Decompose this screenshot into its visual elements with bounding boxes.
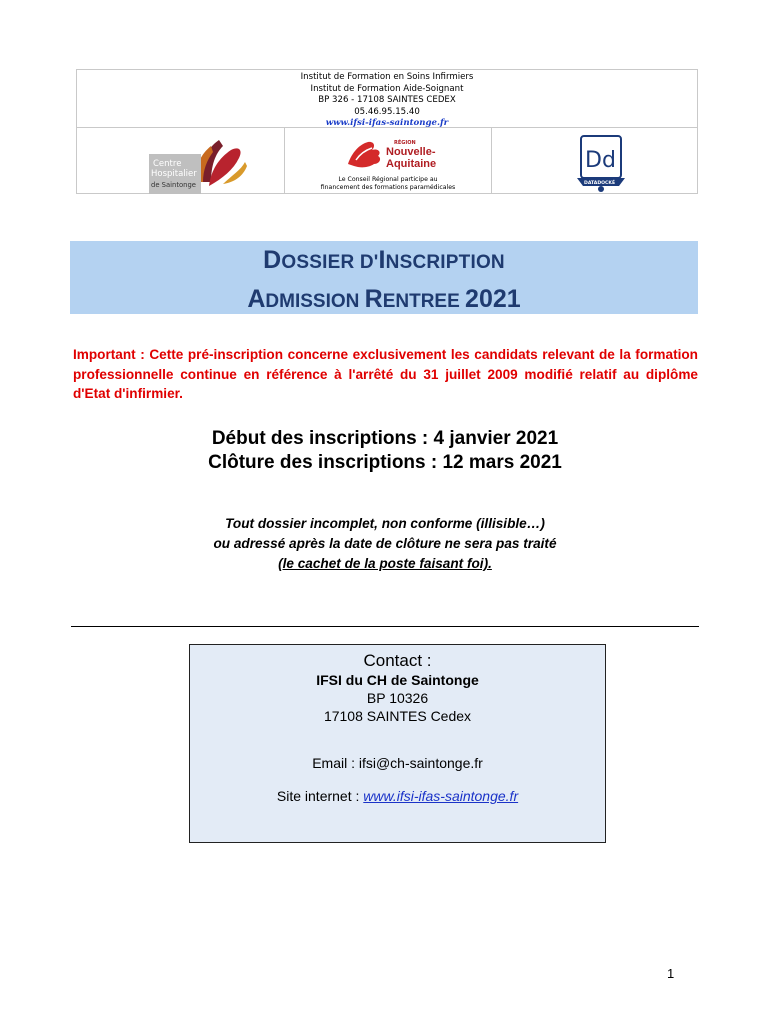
registration-end: Clôture des inscriptions : 12 mars 2021 — [208, 452, 562, 473]
region-caption — [303, 176, 473, 192]
title-line-2: ADMISSION RENTREE 2021 — [247, 285, 521, 313]
region-small-label: RÉGION — [394, 140, 416, 146]
region-caption-line: Le Conseil Régional participe au — [338, 176, 438, 183]
centre-hospitalier-logo — [149, 136, 289, 194]
contact-title: Contact : — [363, 651, 432, 670]
datadock-logo — [575, 134, 627, 192]
ch-logo-text: Centre — [153, 159, 182, 169]
region-name-line2: Aquitaine — [386, 158, 437, 170]
institute-line: Institut de Formation en Soins Infirmiers — [300, 72, 474, 82]
region-caption-line: financement des formations paramédicales — [320, 184, 456, 192]
important-notice: Important : Cette pré-inscription concerne exclusivement les candidats relevant de la formation professionnelle continue en référence à l'arrêté du 31 juillet 2009 modifié relatif au diplôme d'Etat d'infirmier. — [73, 347, 698, 401]
title-banner — [70, 241, 698, 314]
warning-line: Tout dossier incomplet, non conforme (illisible…) — [225, 516, 545, 531]
nouvelle-aquitaine-logo — [342, 134, 492, 174]
ch-logo-text: de Saintonge — [151, 181, 196, 189]
letterhead — [76, 69, 698, 194]
contact-site-label: Site internet : — [276, 788, 364, 804]
institute-line: BP 326 - 17108 SAINTES CEDEX — [318, 95, 456, 105]
ch-logo-text: Hospitalier — [151, 169, 197, 179]
contact-name: IFSI du CH de Saintonge — [316, 672, 479, 688]
contact-site-link[interactable]: www.ifsi-ifas-saintonge.fr — [363, 788, 519, 804]
institute-line: Institut de Formation Aide-Soignant — [310, 83, 464, 94]
region-name-line1: Nouvelle- — [386, 146, 436, 158]
warning-line: ou adressé après la date de clôture ne sera pas traité — [213, 536, 557, 551]
contact-box — [189, 644, 606, 843]
incomplete-file-warning — [0, 514, 770, 574]
datadock-label: DATADOCKÉ — [584, 181, 616, 186]
institute-phone: 05.46.95.15.40 — [354, 106, 420, 117]
horizontal-rule — [71, 626, 699, 627]
contact-city: 17108 SAINTES Cedex — [323, 708, 472, 724]
datadock-letters: Dd — [585, 148, 616, 173]
page-number: 1 — [667, 966, 675, 981]
registration-dates — [0, 427, 770, 475]
institute-website[interactable]: www.ifsi-ifas-saintonge.fr — [325, 118, 449, 128]
contact-po-box: BP 10326 — [366, 690, 429, 706]
contact-website — [190, 788, 605, 804]
institute-address — [77, 70, 697, 128]
contact-email: Email : ifsi@ch-saintonge.fr — [312, 755, 483, 771]
title-line-1: DOSSIER D'INSCRIPTION — [263, 246, 505, 274]
warning-line-underlined: (le cachet de la poste faisant foi). — [278, 556, 492, 571]
registration-start: Début des inscriptions : 4 janvier 2021 — [211, 428, 559, 449]
